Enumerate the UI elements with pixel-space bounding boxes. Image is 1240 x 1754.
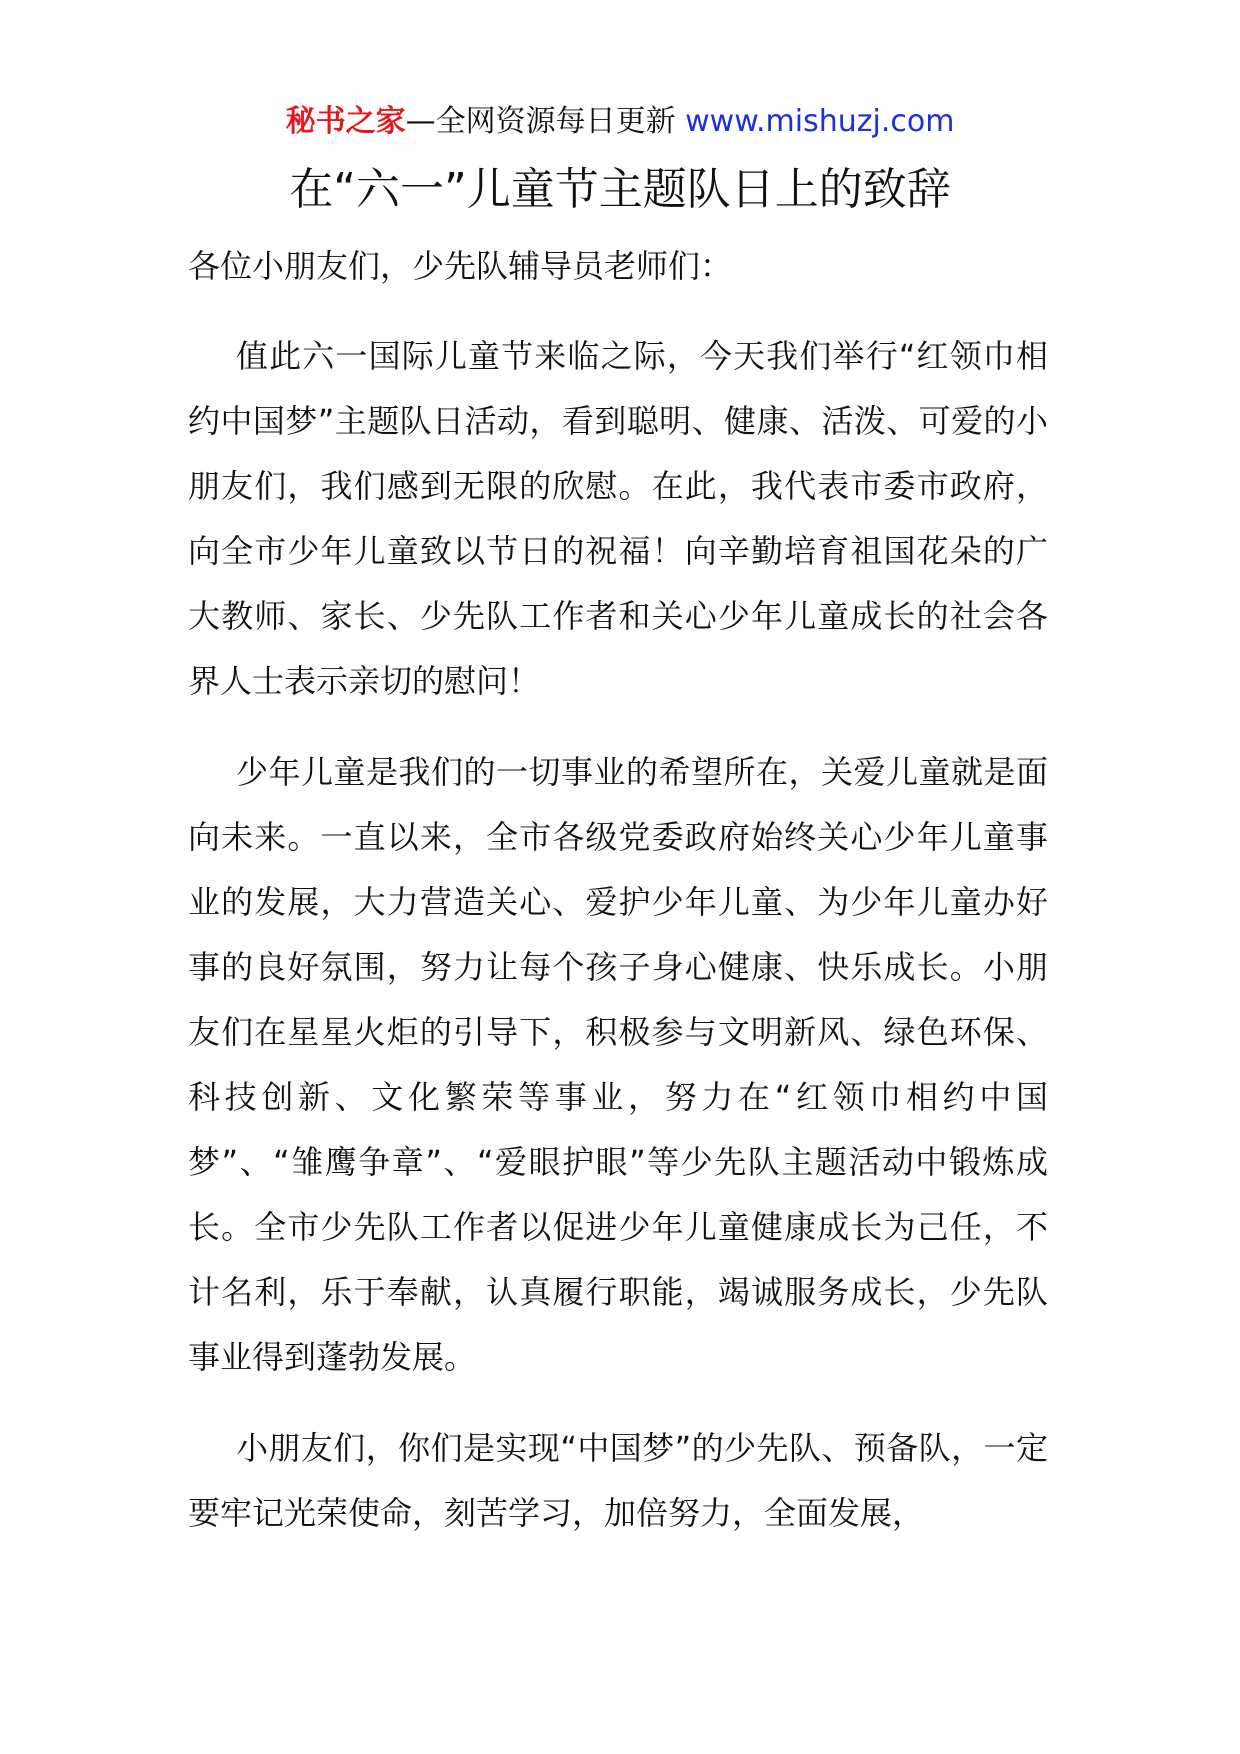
site-header <box>0 100 1240 144</box>
salutation: 各位小朋友们，少先队辅导员老师们： <box>188 247 733 285</box>
document-title: 在“六一”儿童节主题队日上的致辞 <box>289 164 951 215</box>
paragraph-1: 值此六一国际儿童节来临之际，今天我们举行“红领巾相约中国梦”主题队日活动，看到聪明、健康、活泼、可爱的小朋友们，我们感到无限的欣慰。在此，我代表市委市政府，向全市少年儿童致以节日的祝福！向辛勤培育祖国花朵的广大教师、家长、少先队工作者和关心少年儿童成长的社会各界人士表示亲切的慰问！ <box>188 337 1048 700</box>
document-body <box>188 234 1048 1570</box>
brand-name: 秘书之家 <box>285 104 406 139</box>
site-url-link[interactable]: www.mishuzj.com <box>685 104 955 139</box>
paragraph-2: 少年儿童是我们的一切事业的希望所在，关爱儿童就是面向未来。一直以来，全市各级党委政府始终关心少年儿童事业的发展，大力营造关心、爱护少年儿童、为少年儿童办好事的良好氛围，努力让每个孩子身心健康、快乐成长。小朋友们在星星火炬的引导下，积极参与文明新风、绿色环保、科技创新、文化繁荣等事业，努力在“红领巾相约中国梦”、“雏鹰争章”、“爱眼护眼”等少先队主题活动中锻炼成长。全市少先队工作者以促进少年儿童健康成长为己任，不计名利，乐于奉献，认真履行职能，竭诚服务成长，少先队事业得到蓬勃发展。 <box>188 753 1048 1376</box>
site-slogan: —全网资源每日更新 <box>405 104 676 139</box>
paragraph-3: 小朋友们，你们是实现“中国梦”的少先队、预备队，一定要牢记光荣使命，刻苦学习，加倍努力，全面发展， <box>188 1429 1048 1532</box>
